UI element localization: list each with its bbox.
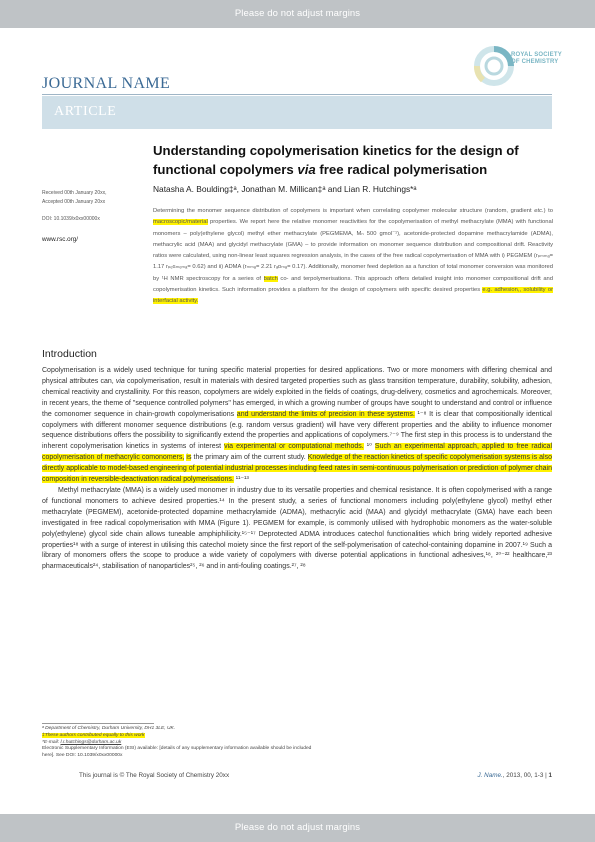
footer-copyright: This journal is © The Royal Society of Chemistry 20xx [79,772,230,779]
rsc-url[interactable]: www.rsc.org/ [42,235,79,243]
rsc-logo-text: ROYAL SOCIETY OF CHEMISTRY [511,52,562,65]
top-margin-banner: Please do not adjust margins [0,0,595,28]
page-number: 1 [548,772,552,779]
footnotes [42,726,312,760]
article-metadata [42,189,147,244]
abstract: Determining the monomer sequence distribution of copolymers is important when correlating copolymer molecular structure (random, gradient etc.) to macroscopic/material properties. We report here the relative monomer reactivities for the copolymerisation of methyl methacrylate (MMA) with functional monomers – poly(ethylene glycol) methyl ether methacrylate (PEGMEMA, Mₙ 500 gmol⁻¹), acetonide-protected dopamine methacrylamide (ADMA), methacrylic acid (MAA) and glycidyl methacrylate (GMA) – to provide information on monomer sequence distribution and compositional drift. Reactivity ratios were calculated, using non-linear least squares regression analysis, in the cases of the free radical copolymerisation of MMA with i) PEGMEM (rₚₘₘₐ= 1.17 rₚₑɢₘₑₘₐ= 0.62) and ii) ADMA (rₘₘₐ= 2.21 rₐᴅₘₐ= 0.17). Additionally, monomer feed depletion as a function of total monomer conversion was monitored by ¹H NMR spectroscopy for a series of batch co- and terpolymerisations. This approach offers detailed insight into monomer compositional drift and copolymerisation kinetics. Such information provides a platform for the design of copolymers with specific desired properties e.g. adhesion,, solubility or interfacial activity. [153,208,553,305]
rsc-logo-icon [474,40,562,92]
footnote-esi: Electronic Supplementary Information (ESI) available: [details of any supplementary information available should be included here]. See DOI: 10.1039/x0xx00000x [42,746,312,759]
intro-paragraph-1: Copolymerisation is a widely used technique for tuning specific material properties for desired applications. Two or more monomers with differing chemical and physical attributes can, via copolymerisation, result in materials with desired targeted properties such as glass transition temperature, durability, solubility, adhesion, chemical reactivity and crystallinity. For this reason, copolymers are widely exploited in the fields of coatings, drug-delivery, cosmetics and agrochemicals. Moreover, in recent years, the theme of "sequence controlled polymers" has emerged, in which a growing number of groups have sought to understand and control or influence the comonomer sequence in chain-growth copolymerisations and understand the limits of precision in these systems. ¹⁻⁸ It is clear that compositionally identical copolymers with different monomer sequence distributions (e.g. random versus gradient) will have very different properties and the ability to influence monomer sequence distributions offers the possibility to significantly extend the properties and applications of copolymers.⁷⁻⁹ The first step in this process is to understand the inherent copolymerisation kinetics in systems of interest via experimental or computational methods. ¹⁰ Such an experimental approach, applied to free radical copolymerisation of methacrylic comonomers, is the primary aim of the current study. Knowledge of the reaction kinetics of specific copolymerisation systems is also directly applicable to model-based engineering of potential industrial processes including feed rates in semi-continuous polymerisation or prediction of polymer chain composition in reversible-deactivation radical polymerisations. ¹¹⁻¹³ [42,367,553,484]
bottom-margin-banner: Please do not adjust margins [0,814,595,842]
email-link[interactable]: l.r.hutchings@durham.ac.uk [60,739,122,745]
footer-citation: J. Name., 2013, 00, 1-3 | 1 [477,772,552,779]
article-type-label: ARTICLE [54,104,117,119]
intro-paragraph-2: Methyl methacrylate (MMA) is a widely used monomer in industry due to its versatile properties and chemical resistance. It is often copolymerised with a range of functional monomers to achieve desired properties.¹⁴ In the present study, a series of functional monomers including poly(ethylene glycol) methyl ether methacrylate (PEGMEM), acetonide-protected dopamine methacrylamide (ADMA), methacrylic acid (MAA) and glycidyl methacrylate (GMA) have each been investigated in free radical copolymerisation with MMA (Figure 1). PEGMEM for example, is commonly utilised with hydrophobic monomers as the water-soluble poly(ethylene) glycol side chain allows tuneable amphiphilicity.¹⁵⁻¹⁷ Deprotected ADMA introduces catechol functionalities which bring widely reported adhesive properties¹⁸ with a surge of interest in utilising this catechol moiety since the first report of the self-polymerisation of catechol-containing dopamine in 2007.¹⁹ Such a library of monomers offers the scope to produce a wide variety of copolymers with diverse potential applications in functional adhesives,¹⁸, ²⁰⁻²² healthcare,²³ pharmaceuticals²⁴, stabilisation of nanoparticles²⁵, ²⁶ and in anti-fouling coatings.²⁷, ²⁸ [42,486,552,571]
footnote-equal-contribution: ‡These authors contributed equally to this work [42,732,145,738]
journal-rule [42,94,552,95]
footnote-email: *E-mail: l.r.hutchings@durham.ac.uk [42,739,122,745]
introduction-body [42,366,552,573]
introduction-heading: Introduction [42,348,97,360]
received-date: Received 00th January 20xx, [42,190,107,196]
doi: DOI: 10.1039/x0xx00000x [42,216,100,222]
article-title: Understanding copolymerisation kinetics for the design of functional copolymers via free radical polymerisation [153,143,519,177]
footnote-rule [42,723,154,724]
journal-name: JOURNAL NAME [42,75,171,92]
article-type-bar [42,96,552,129]
author-list: Natasha A. Boulding‡ᵃ, Jonathan M. Millican‡ᵃ and Lian R. Hutchings*ᵃ [153,184,417,194]
footnote-affiliation: ᵃ Department of Chemistry, Durham University, DH1 3LE, UK. [42,726,176,731]
accepted-date: Accepted 00th January 20xx [42,198,106,205]
